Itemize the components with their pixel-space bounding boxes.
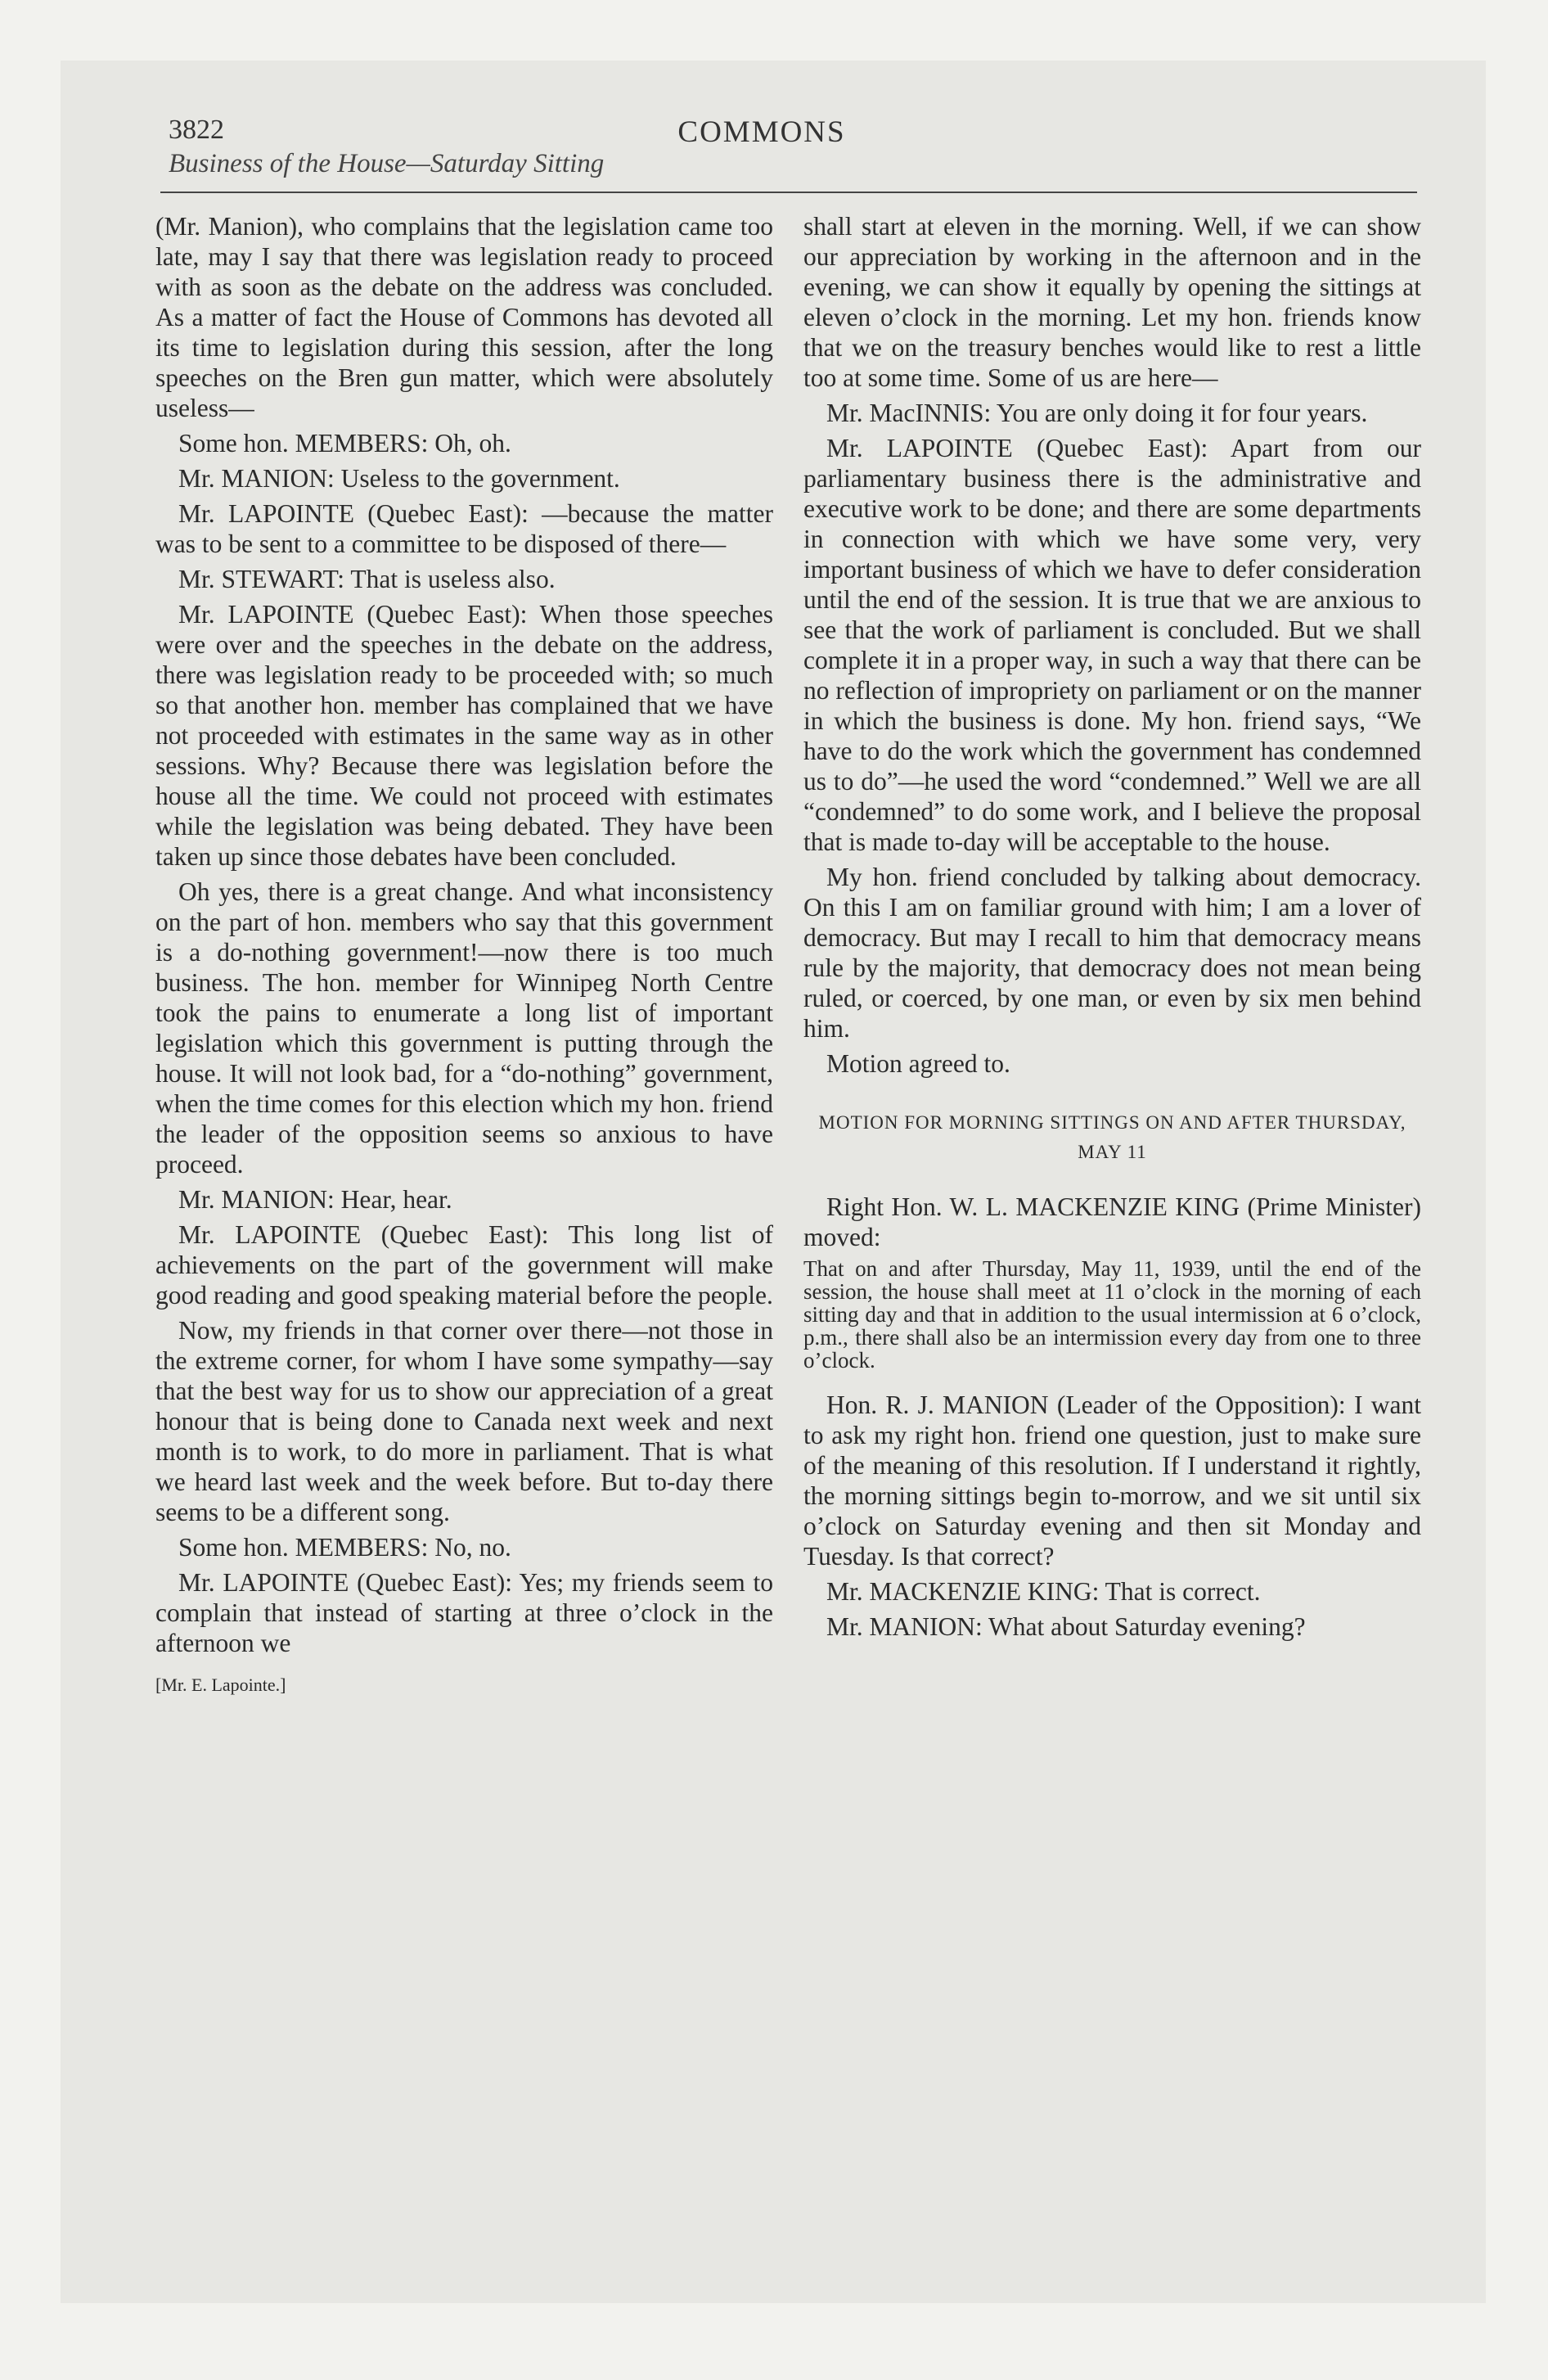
- speaker-footnote: [Mr. E. Lapointe.]: [155, 1675, 286, 1695]
- paragraph: Motion agreed to.: [826, 1049, 1010, 1078]
- paragraph: Right Hon. W. L. MACKENZIE KING (Prime Minister) moved:: [803, 1192, 1421, 1251]
- paragraph: Mr. MANION: What about Saturday evening?: [826, 1612, 1306, 1641]
- paragraph: Mr. MANION: Hear, hear.: [178, 1185, 452, 1214]
- page-title: COMMONS: [677, 115, 846, 149]
- paragraph: Mr. LAPOINTE (Quebec East): Yes; my friends seem to complain that instead of starting at three o’clock in the afternoon we: [155, 1568, 773, 1657]
- paragraph: My hon. friend concluded by talking about democracy. On this I am on familiar ground with him; I am a lover of democracy. But may I recall to him that democracy means rule by the majority, that democracy does not mean being ruled, or coerced, by one man, or even by six men behind him.: [803, 863, 1421, 1043]
- paragraph: Mr. STEWART: That is useless also.: [178, 565, 556, 593]
- header-rule: [160, 192, 1417, 193]
- paragraph: Mr. MacINNIS: You are only doing it for four years.: [826, 399, 1368, 427]
- section-heading: MOTION FOR MORNING SITTINGS ON AND AFTER THURSDAY, MAY 11: [818, 1112, 1406, 1162]
- paragraph: Mr. LAPOINTE (Quebec East): Apart from our parliamentary business there is the administrative and executive work to be done; and there are some departments in connection with which we have some very, very important business of which we have to defer consideration until the end of the session. It is true that we are anxious to see that the work of parliament is concluded. But we shall complete it in a proper way, in such a way that there can be no reflection of impropriety on parliament or on the manner in which the business is done. My hon. friend says, “We have to do the work which the government has condemned us to do”—he used the word “condemned.” Well we are all “condemned” to do some work, and I believe the proposal that is made to-day will be acceptable to the house.: [803, 434, 1421, 856]
- page-header: [108, 113, 1415, 195]
- paragraph: shall start at eleven in the morning. Well, if we can show our appreciation by working in the afternoon and in the evening, we can show it equally by opening the sittings at eleven o’clock in the morning. Let my hon. friends know that we on the treasury benches would like to rest a little too at some time. Some of us are here—: [803, 212, 1421, 392]
- paragraph: Mr. MANION: Useless to the government.: [178, 464, 620, 493]
- paragraph: Hon. R. J. MANION (Leader of the Opposition): I want to ask my right hon. friend one question, just to make sure of the meaning of this resolution. If I understand it rightly, the morning sittings begin to-morrow, and we sit until six o’clock on Saturday evening and then sit Monday and Tuesday. Is that correct?: [803, 1391, 1421, 1571]
- page-subtitle: Business of the House—Saturday Sitting: [169, 149, 605, 178]
- paragraph: Some hon. MEMBERS: No, no.: [178, 1533, 511, 1562]
- page-number: 3822: [169, 115, 224, 145]
- paragraph: (Mr. Manion), who complains that the legislation came too late, may I say that there was legislation ready to proceed with as soon as the debate on the address was concluded. As a matter of fact the House of Commons has devoted all its time to legislation during this session, after the long speeches on the Bren gun matter, which were absolutely useless—: [155, 212, 773, 422]
- paragraph: Mr. LAPOINTE (Quebec East): —because the matter was to be sent to a committee to be disposed of there—: [155, 499, 773, 558]
- paragraph: Mr. LAPOINTE (Quebec East): This long list of achievements on the part of the government will make good reading and good speaking material before the people.: [155, 1220, 773, 1309]
- motion-text: That on and after Thursday, May 11, 1939, until the end of the session, the house shall meet at 11 o’clock in the morning of each sitting day and that in addition to the usual intermission at 6 o’clock, p.m., there shall also be an intermission every day from one to three o’clock.: [803, 1256, 1421, 1373]
- paragraph: Mr. MACKENZIE KING: That is correct.: [826, 1577, 1261, 1606]
- paragraph: Now, my friends in that corner over there—not those in the extreme corner, for whom I have some sympathy—say that the best way for us to show our appreciation of a great honour that is being done to Canada next week and next month is to work, to do more in parliament. That is what we heard last week and the week before. But to-day there seems to be a different song.: [155, 1316, 773, 1526]
- left-column: [155, 211, 773, 1705]
- right-column: [803, 211, 1421, 1647]
- paragraph: Some hon. MEMBERS: Oh, oh.: [178, 429, 511, 458]
- paragraph: Oh yes, there is a great change. And what inconsistency on the part of hon. members who say that this government is a do-nothing government!—now there is too much business. The hon. member for Winnipeg North Centre took the pains to enumerate a long list of important legislation which this government is putting through the house. It will not look bad, for a “do-nothing” government, when the time comes for this election which my hon. friend the leader of the opposition seems so anxious to have proceed.: [155, 877, 773, 1179]
- paragraph: Mr. LAPOINTE (Quebec East): When those speeches were over and the speeches in the debate on the address, there was legislation ready to be proceeded with; so much so that another hon. member has complained that we have not proceeded with estimates in the same way as in other sessions. Why? Because there was legislation before the house all the time. We could not proceed with estimates while the legislation was being debated. They have been taken up since those debates have been concluded.: [155, 600, 773, 871]
